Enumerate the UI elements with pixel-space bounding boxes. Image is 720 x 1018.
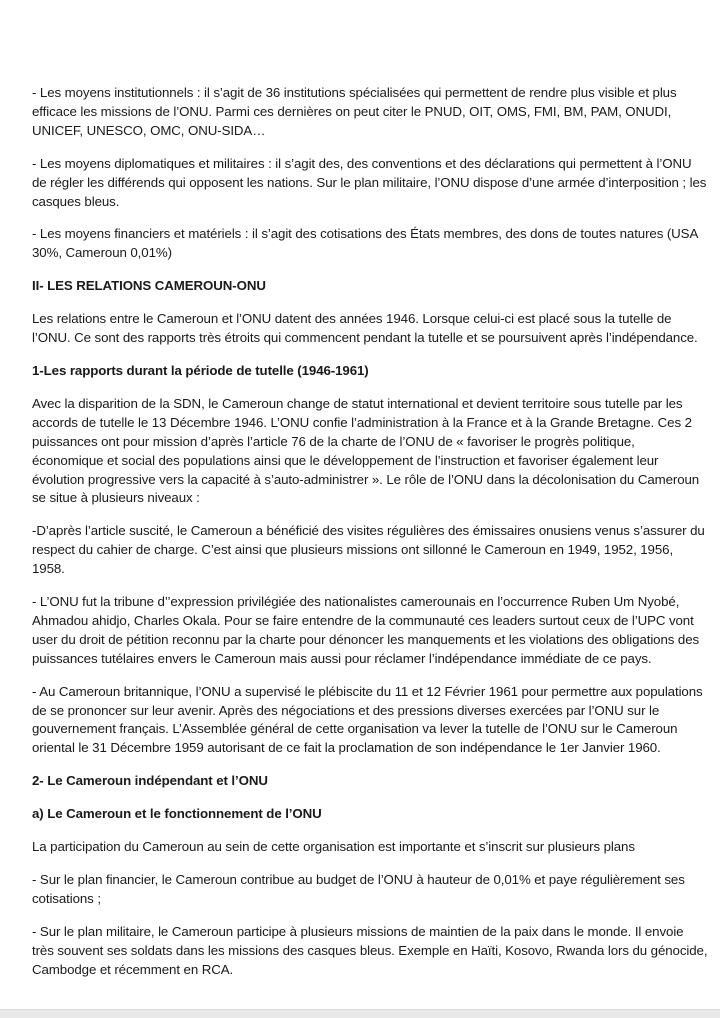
subsection-heading-independant: 2- Le Cameroun indépendant et l’ONU: [32, 773, 268, 789]
paragraph-visites: -D’après l’article suscité, le Cameroun a bénéficié des visites régulières des émissaires onusiens venus s’assurer du respect du cahier de charge. C’est ainsi que plusieurs missions ont sillonné le Cameroun en 1949, 1952, 1956, 1958.: [32, 523, 705, 577]
paragraph-moyens-institutionnels: - Les moyens institutionnels : il s’agit de 36 institutions spécialisées qui permettent de rendre plus visible et plus efficace les missions de l’ONU. Parmi ces dernières on peut citer le PNUD, OIT, OMS, FMI, BM, PAM, ONUDI, UNICEF, UNESCO, OMC, ONU-SIDA…: [32, 85, 677, 138]
paragraph-plan-militaire: - Sur le plan militaire, le Cameroun participe à plusieurs missions de maintien de la paix dans le monde. Il envoie très souvent ses soldats dans les missions des casques bleus. Exemple en Haïti, Kosovo, Rwanda lors du génocide, Cambodge et récemment en RCA.: [32, 923, 708, 977]
paragraph-moyens-diplomatiques: - Les moyens diplomatiques et militaires : il s’agit des, des conventions et des déclarations qui permettent à l’ONU de régler les différends qui opposent les nations. Sur le plan militaire, l’ONU dispose d’une armée d’interposition ; les casques bleus.: [32, 155, 707, 209]
paragraph-tutelle-intro: Avec la disparition de la SDN, le Cameroun change de statut international et devient territoire sous tutelle par les accords de tutelle le 13 Décembre 1946. L’ONU confie l’administration à la France et à la Grande Bretagne. Ces 2 puissances ont pour mission d’après l’article 76 de la charte de l’ONU de « favoriser le progrès politique, économique et social des populations ainsi que le développement de l’instruction et favoriser également leur évolution progressive vers la capacité à s’auto-administrer ». Le rôle de l’ONU dans la décolonisation du Cameroun se situe à plusieurs niveaux :: [32, 395, 700, 506]
document-page: [32, 84, 708, 994]
subsection-heading-fonctionnement: a) Le Cameroun et le fonctionnement de l’ONU: [32, 806, 322, 822]
paragraph-relations-intro: Les relations entre le Cameroun et l’ONU datent des années 1946. Lorsque celui-ci est placé sous la tutelle de l’ONU. Ce sont des rapports très étroits qui commencent pendant la tutelle et se poursuivent après l’indépendance.: [32, 311, 698, 346]
page-bottom-edge: [0, 1009, 720, 1018]
paragraph-plan-financier: - Sur le plan financier, le Cameroun contribue au budget de l’ONU à hauteur de 0,01% et paye régulièrement ses cotisations ;: [32, 872, 685, 906]
paragraph-plebiscite: - Au Cameroun britannique, l’ONU a supervisé le plébiscite du 11 et 12 Février 1961 pour permettre aux populations de se prononcer sur leur avenir. Après des négociations et des pressions diverses exercées par l’ONU sur le gouvernement français. L’Assemblée général de cette organisation va lever la tutelle de l’ONU sur le Cameroun oriental le 31 Décembre 1959 autorisant de ce fait la proclamation de son indépendance le 1er Janvier 1960.: [32, 683, 703, 756]
paragraph-moyens-financiers: - Les moyens financiers et matériels : il s’agit des cotisations des États membres, des dons de toutes natures (USA 30%, Cameroun 0,01%): [32, 226, 698, 261]
subsection-heading-tutelle: 1-Les rapports durant la période de tutelle (1946-1961): [32, 362, 369, 378]
paragraph-tribune: - L’ONU fut la tribune d’’expression privilégiée des nationalistes camerounais en l’occurrence Ruben Um Nyobé, Ahmadou ahidjo, Charles Okala. Pour se faire entendre de la communauté ces leaders surtout ceux de l’UPC vont user du droit de pétition reconnu par la charte pour dénoncer les manquements et les violations des obligations des puissances tutélaires envers le Cameroun mais aussi pour réclamer l’indépendance immédiate de ce pays.: [32, 594, 700, 666]
section-heading-relations: II- LES RELATIONS CAMEROUN-ONU: [32, 278, 266, 294]
paragraph-participation: La participation du Cameroun au sein de cette organisation est importante et s’inscrit sur plusieurs plans: [32, 839, 635, 855]
